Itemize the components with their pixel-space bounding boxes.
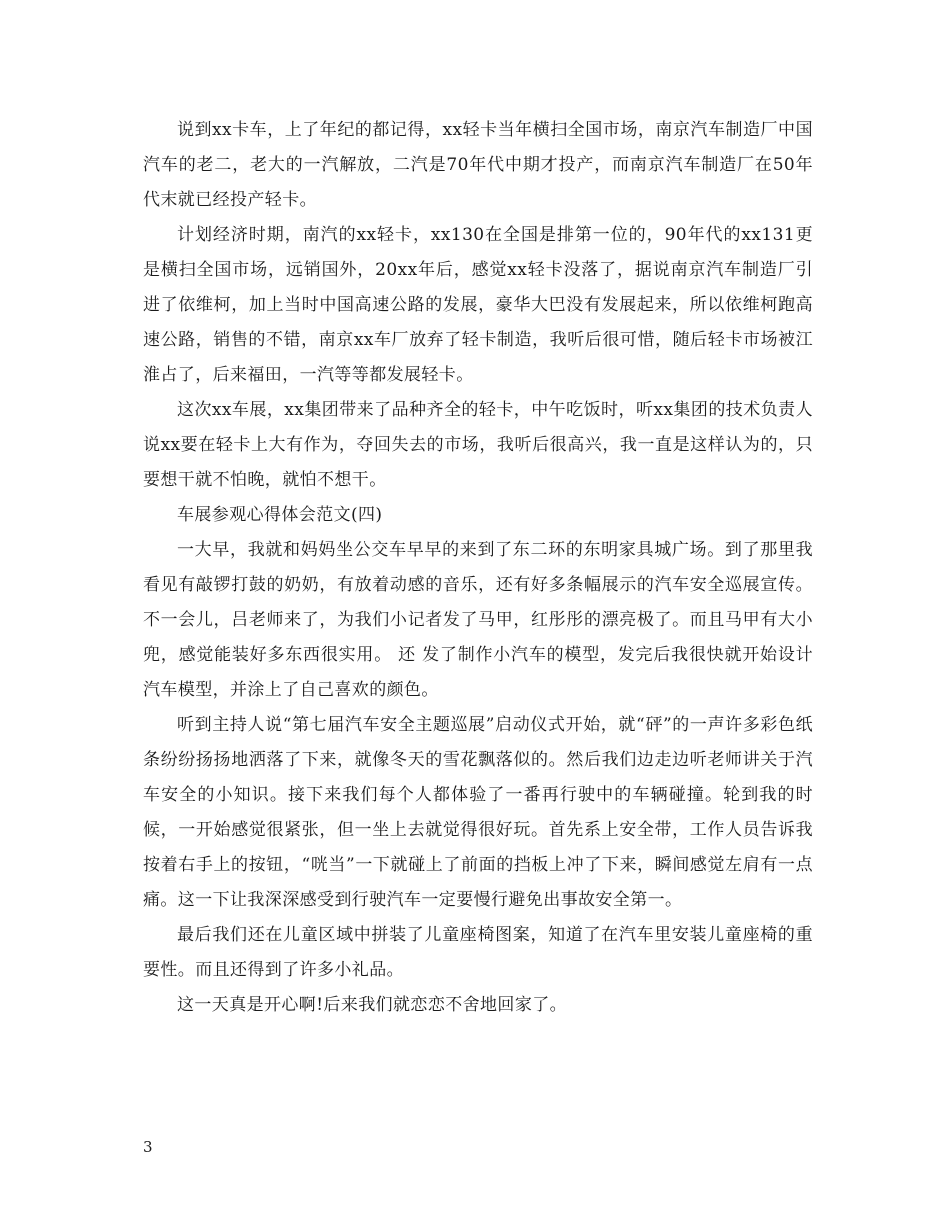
paragraph-auto-show: 这次xx车展，xx集团带来了品种齐全的轻卡，中午吃饭时，听xx集团的技术负责人说xx要在轻卡上大有作为，夺回失去的市场，我听后很高兴，我一直是这样认为的，只要想干就不怕晚，就怕不想干。 [143,400,813,490]
paragraph-truck-history: 说到xx卡车，上了年纪的都记得，xx轻卡当年横扫全国市场，南京汽车制造厂中国汽车的老二，老大的一汽解放，二汽是70年代中期才投产，而南京汽车制造厂在50年代末就已经投产轻卡。 [143,120,813,210]
paragraph-ending: 这一天真是开心啊!后来我们就恋恋不舍地回家了。 [177,995,568,1015]
section-heading: 车展参观心得体会范文(四) [177,505,383,525]
page-number: 3 [143,1138,153,1156]
paragraph-ceremony: 听到主持人说“第七届汽车安全主题巡展”启动仪式开始，就“砰”的一声许多彩色纸条纷纷扬扬地洒落了下来，就像冬天的雪花飘落似的。然后我们边走边听老师讲关于汽车安全的小知识。接下来我们每个人都体验了一番再行驶中的车辆碰撞。轮到我的时候，一开始感觉很紧张，但一坐上去就觉得很好玩。首先系上安全带，工作人员告诉我按着右手上的按钮，“咣当”一下就碰上了前面的挡板上冲了下来，瞬间感觉左肩有一点痛。这一下让我深深感受到行驶汽车一定要慢行避免出事故安全第一。 [143,715,813,910]
paragraph-morning: 一大早，我就和妈妈坐公交车早早的来到了东二环的东明家具城广场。到了那里我看见有敲锣打鼓的奶奶，有放着动感的音乐，还有好多条幅展示的汽车安全巡展宣传。不一会儿，吕老师来了，为我们小记者发了马甲，红彤彤的漂亮极了。而且马甲有大小兜，感觉能装好多东西很实用。 还 发了制作小汽车的模型，发完后我很快就开始设计汽车模型，并涂上了自己喜欢的颜色。 [143,540,813,700]
paragraph-child-seat: 最后我们还在儿童区域中拼装了儿童座椅图案，知道了在汽车里安装儿童座椅的重要性。而且还得到了许多小礼品。 [143,925,813,980]
paragraph-planned-economy: 计划经济时期，南汽的xx轻卡，xx130在全国是排第一位的，90年代的xx131更是横扫全国市场，远销国外，20xx年后，感觉xx轻卡没落了，据说南京汽车制造厂引进了依维柯，加上当时中国高速公路的发展，豪华大巴没有发展起来，所以依维柯跑高速公路，销售的不错，南京xx车厂放弃了轻卡制造，我听后很可惜，随后轻卡市场被江淮占了，后来福田，一汽等等都发展轻卡。 [143,225,813,385]
document-body [143,113,813,1023]
